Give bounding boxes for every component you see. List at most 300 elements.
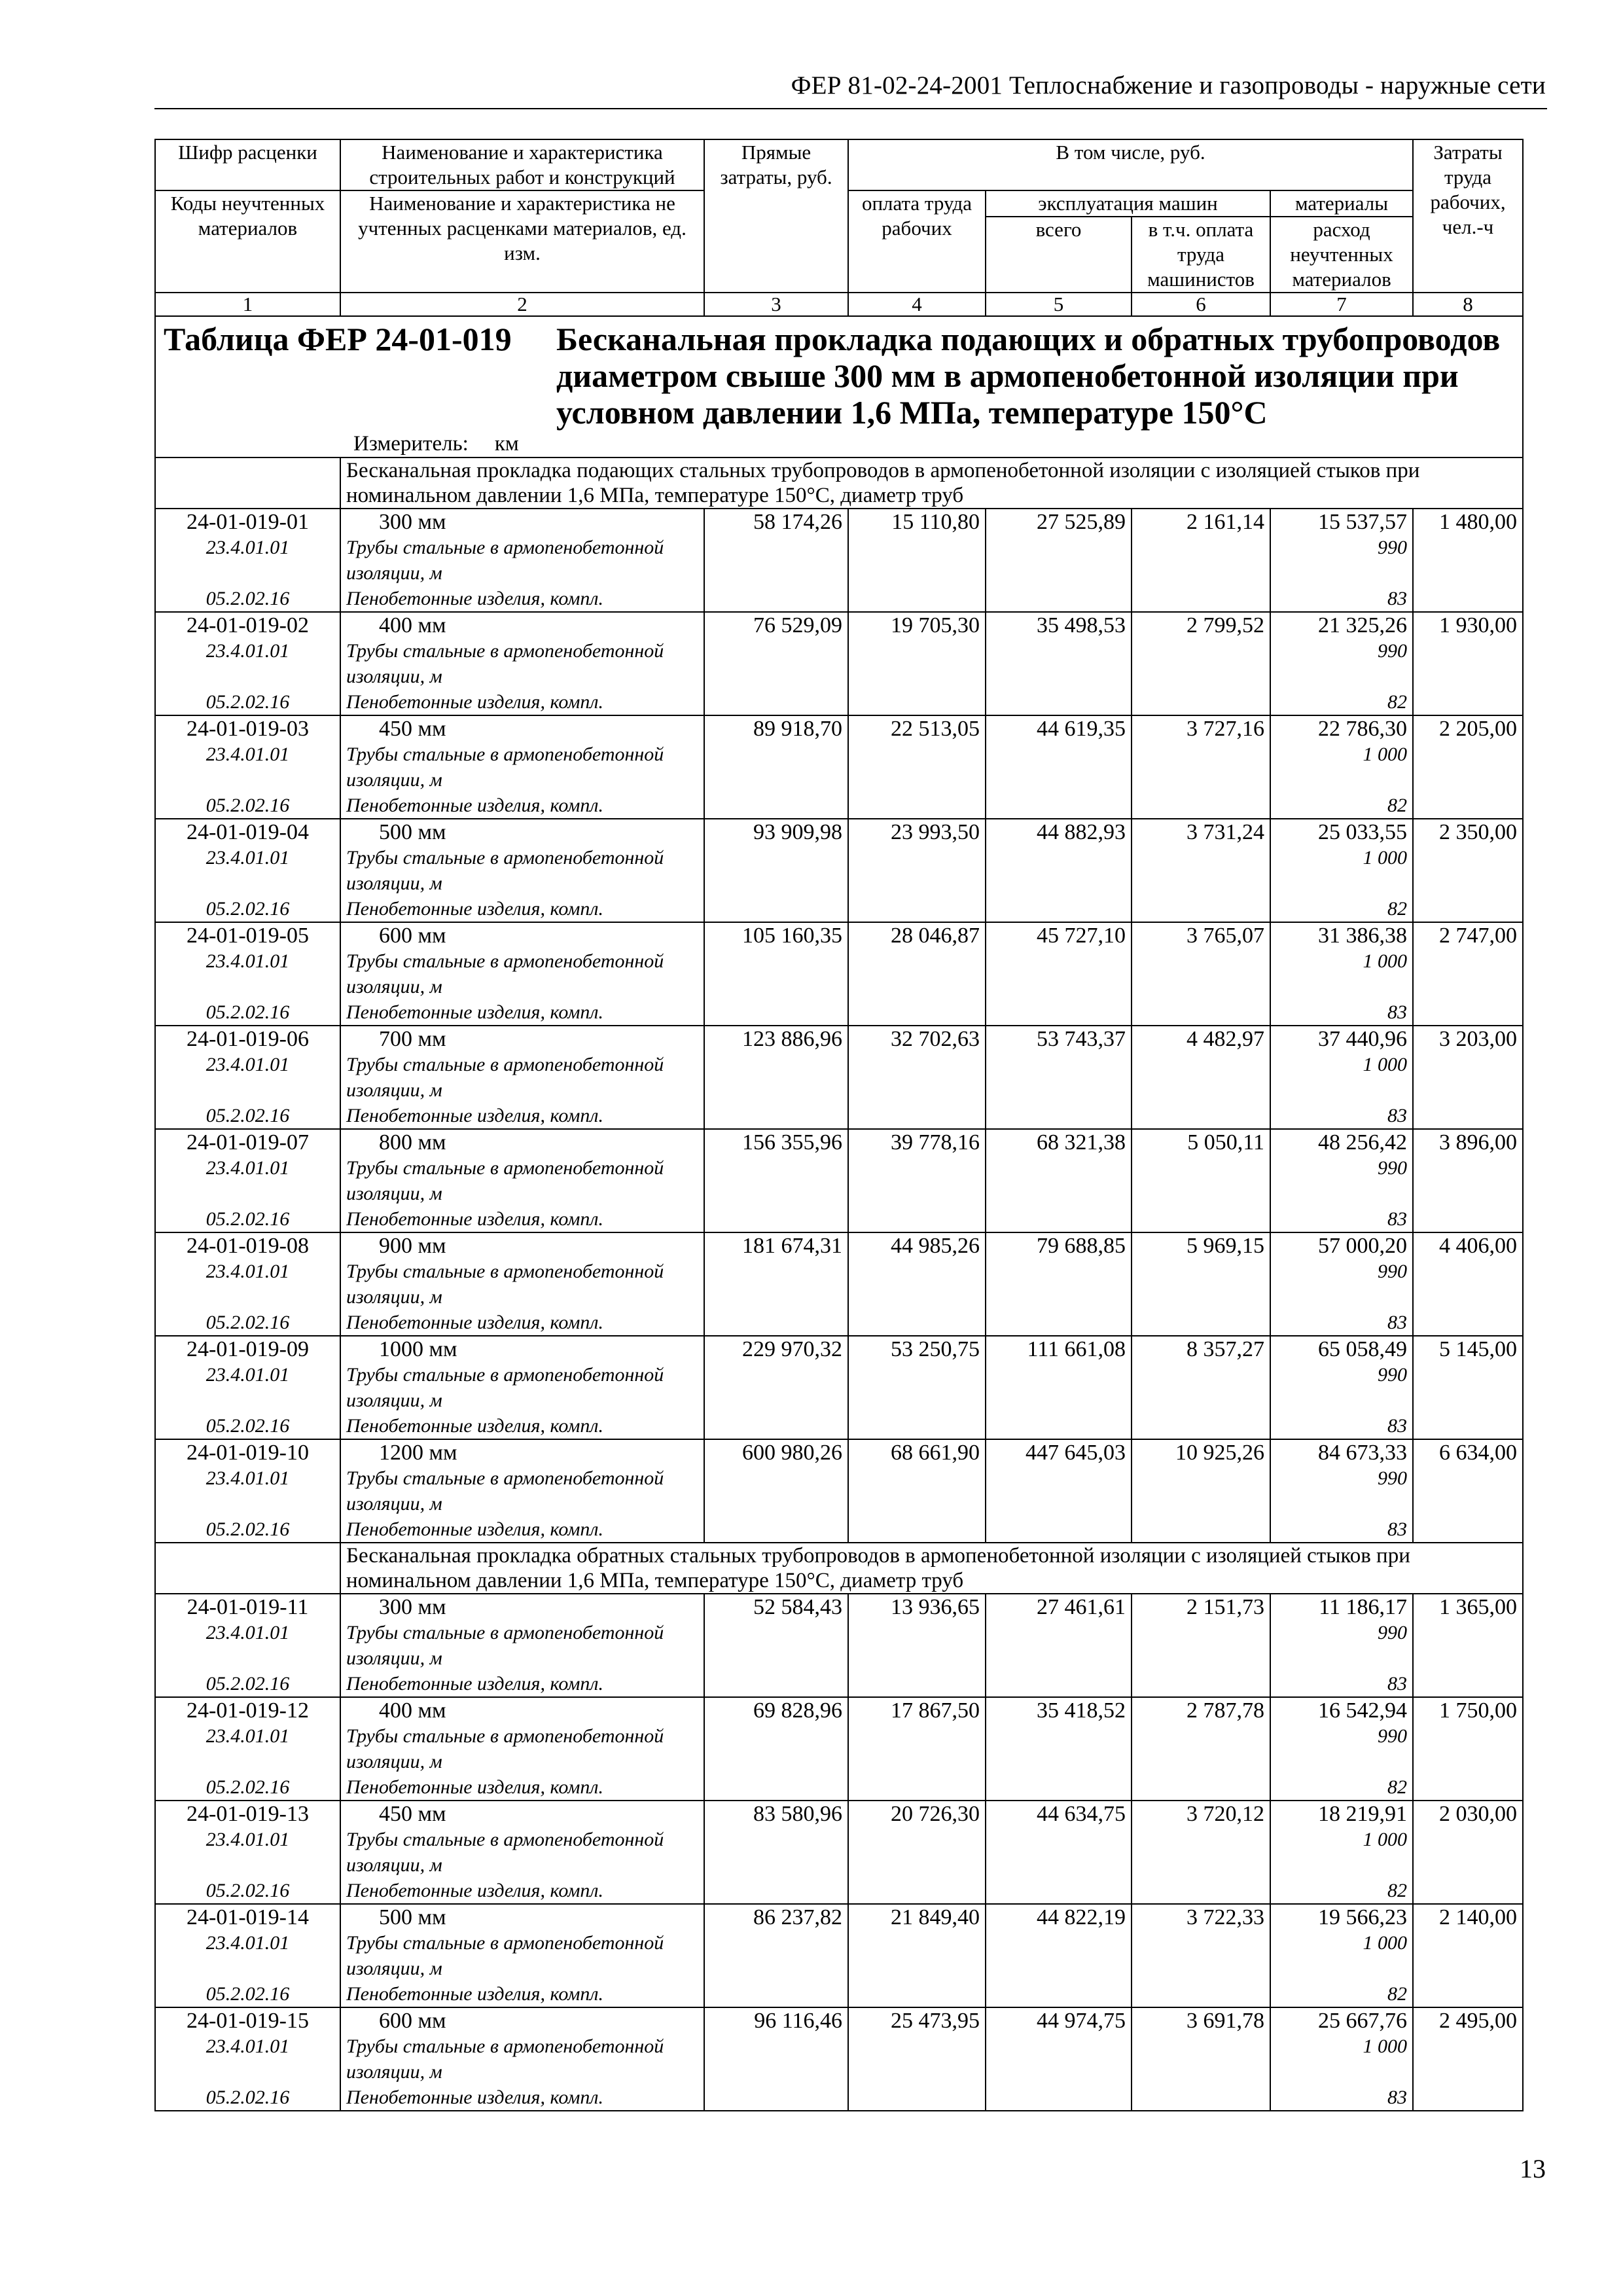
material-code-1: 23.4.01.01 <box>205 847 290 869</box>
labor-hours <box>1413 715 1523 819</box>
machine-total-value: 27 461,61 <box>1037 1595 1126 1619</box>
labor-pay <box>848 1336 986 1439</box>
labor-hours-value: 2 495,00 <box>1439 2009 1518 2033</box>
spacer <box>1276 870 1407 896</box>
machine-total-value: 44 822,19 <box>1037 1905 1126 1929</box>
code-cell <box>155 1904 340 2007</box>
labor-hours-value: 2 205,00 <box>1439 717 1518 741</box>
code-cell <box>155 1232 340 1336</box>
spacer <box>161 1852 334 1878</box>
direct-cost-value: 123 886,96 <box>742 1027 842 1051</box>
material-name-1: Трубы стальные в армопенобетонной изоляции, м <box>346 640 664 687</box>
labor-pay <box>848 1129 986 1232</box>
section-empty-cell <box>155 457 340 509</box>
direct-cost <box>704 1801 848 1904</box>
material-code-2: 05.2.02.16 <box>205 588 290 609</box>
material-code-2: 05.2.02.16 <box>205 1983 290 2005</box>
labor-pay <box>848 715 986 819</box>
direct-cost-value: 58 174,26 <box>753 510 842 534</box>
rate-code: 24-01-019-13 <box>187 1802 309 1826</box>
col-num: 2 <box>340 293 704 316</box>
labor-hours <box>1413 1439 1523 1543</box>
machinist-pay-value: 3 731,24 <box>1186 820 1264 844</box>
table-row <box>155 715 1523 819</box>
machine-total-value: 447 645,03 <box>1026 1441 1126 1465</box>
materials-value: 65 058,49 <box>1318 1337 1408 1361</box>
section-title: Бесканальная прокладка подающих стальных трубопроводов в армопенобетонной изоляции с изоляцией стыков при номинальном давлении 1,6 МПа, температуре 150°С, диаметр труб <box>340 457 1523 509</box>
materials-value: 18 219,91 <box>1318 1802 1408 1826</box>
direct-cost <box>704 922 848 1026</box>
material-name-2: Пенобетонные изделия, компл. <box>346 2087 603 2108</box>
direct-cost-value: 93 909,98 <box>753 820 842 844</box>
labor-hours-value: 2 747,00 <box>1439 924 1518 948</box>
labor-pay <box>848 1232 986 1336</box>
col-vtch-header: в т.ч. оплата труда машинистов <box>1132 217 1270 293</box>
material-qty-1: 990 <box>1378 1261 1408 1282</box>
materials-cell <box>1270 1904 1413 2007</box>
material-qty-2: 82 <box>1387 795 1408 816</box>
material-code-1: 23.4.01.01 <box>205 1054 290 1075</box>
material-name-1: Трубы стальные в армопенобетонной изоляции, м <box>346 1364 664 1411</box>
pipe-size: 1200 мм <box>379 1441 457 1465</box>
rate-code: 24-01-019-05 <box>187 924 309 948</box>
col-ekspl-header: эксплуатация машин <box>986 190 1270 217</box>
pipe-size: 450 мм <box>379 717 446 741</box>
table-row <box>155 1594 1523 1697</box>
materials-value: 37 440,96 <box>1318 1027 1408 1051</box>
labor-pay-value: 22 513,05 <box>891 717 980 741</box>
machine-total <box>986 819 1132 922</box>
spacer <box>161 560 334 586</box>
pipe-size: 400 мм <box>379 1698 446 1723</box>
materials-cell <box>1270 819 1413 922</box>
name-cell <box>340 2007 704 2111</box>
labor-pay-value: 15 110,80 <box>891 510 980 534</box>
materials-value: 31 386,38 <box>1318 924 1408 948</box>
name-cell <box>340 922 704 1026</box>
labor-hours-value: 2 140,00 <box>1439 1905 1518 1929</box>
table-body <box>155 457 1523 2111</box>
code-cell <box>155 1129 340 1232</box>
machinist-pay <box>1132 1801 1270 1904</box>
labor-pay <box>848 2007 986 2111</box>
labor-pay <box>848 922 986 1026</box>
pipe-size: 900 мм <box>379 1234 446 1258</box>
col-num: 6 <box>1132 293 1270 316</box>
col-materialy-header: материалы <box>1270 190 1413 217</box>
labor-hours-value: 2 030,00 <box>1439 1802 1518 1826</box>
spacer <box>161 1388 334 1413</box>
machine-total <box>986 509 1132 612</box>
material-qty-1: 990 <box>1378 1467 1408 1489</box>
machinist-pay <box>1132 1232 1270 1336</box>
table-row <box>155 819 1523 922</box>
material-code-1: 23.4.01.01 <box>205 640 290 662</box>
material-name-1: Трубы стальные в армопенобетонной изоляции, м <box>346 950 664 997</box>
machinist-pay <box>1132 2007 1270 2111</box>
machine-total <box>986 1904 1132 2007</box>
machine-total-value: 44 882,93 <box>1037 820 1126 844</box>
pipe-size: 600 мм <box>379 924 446 948</box>
section-row <box>155 457 1523 509</box>
code-cell <box>155 1697 340 1801</box>
material-name-2: Пенобетонные изделия, компл. <box>346 1518 603 1540</box>
labor-pay-value: 17 867,50 <box>891 1698 980 1723</box>
labor-pay <box>848 1801 986 1904</box>
labor-hours <box>1413 819 1523 922</box>
labor-hours-value: 4 406,00 <box>1439 1234 1518 1258</box>
direct-cost <box>704 1439 848 1543</box>
material-code-1: 23.4.01.01 <box>205 1467 290 1489</box>
measure-unit: км <box>494 432 519 456</box>
spacer <box>161 2059 334 2085</box>
material-name-1: Трубы стальные в армопенобетонной изоляции, м <box>346 1725 664 1772</box>
materials-cell <box>1270 1801 1413 1904</box>
material-qty-1: 1 000 <box>1363 1054 1408 1075</box>
table-row <box>155 1801 1523 1904</box>
material-code-1: 23.4.01.01 <box>205 1261 290 1282</box>
material-qty-1: 990 <box>1378 1364 1408 1386</box>
material-code-2: 05.2.02.16 <box>205 1415 290 1437</box>
material-code-1: 23.4.01.01 <box>205 950 290 972</box>
labor-pay <box>848 1594 986 1697</box>
table-row <box>155 1439 1523 1543</box>
materials-value: 22 786,30 <box>1318 717 1408 741</box>
materials-cell <box>1270 1129 1413 1232</box>
material-code-2: 05.2.02.16 <box>205 1673 290 1695</box>
rate-code: 24-01-019-07 <box>187 1130 309 1155</box>
direct-cost-value: 89 918,70 <box>753 717 842 741</box>
material-code-1: 23.4.01.01 <box>205 744 290 765</box>
machine-total-value: 44 634,75 <box>1037 1802 1126 1826</box>
name-cell <box>340 819 704 922</box>
labor-hours-value: 3 203,00 <box>1439 1027 1518 1051</box>
section-title: Бесканальная прокладка обратных стальных трубопроводов в армопенобетонной изоляции с изоляцией стыков при номинальном давлении 1,6 МПа, температуре 150°С, диаметр труб <box>340 1543 1523 1594</box>
labor-pay-value: 20 726,30 <box>891 1802 980 1826</box>
material-code-2: 05.2.02.16 <box>205 1105 290 1126</box>
machinist-pay <box>1132 509 1270 612</box>
pipe-size: 600 мм <box>379 2009 446 2033</box>
table-row <box>155 2007 1523 2111</box>
spacer <box>161 664 334 689</box>
machinist-pay <box>1132 1336 1270 1439</box>
materials-value: 15 537,57 <box>1318 510 1408 534</box>
labor-hours <box>1413 2007 1523 2111</box>
machine-total-value: 27 525,89 <box>1037 510 1126 534</box>
material-qty-2: 83 <box>1387 1105 1408 1126</box>
table-row <box>155 1026 1523 1129</box>
material-qty-2: 83 <box>1387 588 1408 609</box>
material-qty-2: 82 <box>1387 1983 1408 2005</box>
material-qty-1: 1 000 <box>1363 1932 1408 1954</box>
machinist-pay <box>1132 1129 1270 1232</box>
spacer <box>161 1749 334 1774</box>
measure-line <box>164 431 1514 457</box>
material-name-2: Пенобетонные изделия, компл. <box>346 1001 603 1023</box>
labor-pay-value: 68 661,90 <box>891 1441 980 1465</box>
labor-pay <box>848 819 986 922</box>
material-name-2: Пенобетонные изделия, компл. <box>346 1208 603 1230</box>
labor-hours <box>1413 612 1523 715</box>
material-name-1: Трубы стальные в армопенобетонной изоляции, м <box>346 1054 664 1101</box>
code-cell <box>155 1439 340 1543</box>
labor-pay-value: 13 936,65 <box>891 1595 980 1619</box>
labor-hours-value: 6 634,00 <box>1439 1441 1518 1465</box>
section-empty-cell <box>155 1543 340 1594</box>
machine-total <box>986 1129 1132 1232</box>
spacer <box>161 1284 334 1310</box>
rate-code: 24-01-019-11 <box>187 1595 309 1619</box>
col-name1-header: Наименование и характеристика строительных работ и конструкций <box>340 139 704 190</box>
page-number: 13 <box>1520 2154 1546 2183</box>
pipe-size: 450 мм <box>379 1802 446 1826</box>
material-code-1: 23.4.01.01 <box>205 1932 290 1954</box>
machine-total-value: 45 727,10 <box>1037 924 1126 948</box>
spacer <box>1276 1077 1407 1103</box>
material-name-1: Трубы стальные в армопенобетонной изоляции, м <box>346 1261 664 1308</box>
pipe-size: 400 мм <box>379 613 446 637</box>
rate-code: 24-01-019-14 <box>187 1905 309 1929</box>
material-name-1: Трубы стальные в армопенобетонной изоляции, м <box>346 537 664 584</box>
code-cell <box>155 1801 340 1904</box>
material-code-1: 23.4.01.01 <box>205 1364 290 1386</box>
section-row <box>155 1543 1523 1594</box>
table-row <box>155 1232 1523 1336</box>
machine-total-value: 44 974,75 <box>1037 2009 1126 2033</box>
rate-code: 24-01-019-03 <box>187 717 309 741</box>
table-row <box>155 509 1523 612</box>
code-cell <box>155 1336 340 1439</box>
material-qty-2: 83 <box>1387 2087 1408 2108</box>
spacer <box>161 767 334 793</box>
direct-cost-value: 229 970,32 <box>742 1337 842 1361</box>
machinist-pay-value: 2 799,52 <box>1186 613 1264 637</box>
materials-value: 57 000,20 <box>1318 1234 1408 1258</box>
material-code-1: 23.4.01.01 <box>205 1157 290 1179</box>
material-qty-1: 990 <box>1378 1725 1408 1747</box>
col-zatraty-header: Затраты труда рабочих, чел.-ч <box>1413 139 1523 293</box>
rate-code: 24-01-019-15 <box>187 2009 309 2033</box>
pipe-size: 500 мм <box>379 820 446 844</box>
material-qty-1: 990 <box>1378 1622 1408 1643</box>
material-code-2: 05.2.02.16 <box>205 1776 290 1798</box>
material-code-1: 23.4.01.01 <box>205 2036 290 2057</box>
material-name-2: Пенобетонные изделия, компл. <box>346 1983 603 2005</box>
materials-cell <box>1270 1439 1413 1543</box>
labor-pay-value: 53 250,75 <box>891 1337 980 1361</box>
materials-cell <box>1270 509 1413 612</box>
direct-cost-value: 52 584,43 <box>753 1595 842 1619</box>
labor-hours <box>1413 1129 1523 1232</box>
materials-cell <box>1270 1336 1413 1439</box>
name-cell <box>340 1129 704 1232</box>
materials-cell <box>1270 1594 1413 1697</box>
machinist-pay-value: 3 765,07 <box>1186 924 1264 948</box>
direct-cost-value: 600 980,26 <box>742 1441 842 1465</box>
machine-total <box>986 1439 1132 1543</box>
labor-hours-value: 1 480,00 <box>1439 510 1518 534</box>
name-cell <box>340 1336 704 1439</box>
rate-code: 24-01-019-06 <box>187 1027 309 1051</box>
labor-hours-value: 1 930,00 <box>1439 613 1518 637</box>
labor-pay-value: 44 985,26 <box>891 1234 980 1258</box>
name-cell <box>340 1026 704 1129</box>
col-num: 4 <box>848 293 986 316</box>
material-code-1: 23.4.01.01 <box>205 1829 290 1850</box>
name-cell <box>340 509 704 612</box>
rate-code: 24-01-019-10 <box>187 1441 309 1465</box>
material-name-2: Пенобетонные изделия, компл. <box>346 1105 603 1126</box>
labor-pay <box>848 1439 986 1543</box>
machinist-pay <box>1132 819 1270 922</box>
direct-cost-value: 69 828,96 <box>753 1698 842 1723</box>
labor-pay <box>848 1697 986 1801</box>
labor-hours-value: 3 896,00 <box>1439 1130 1518 1155</box>
pipe-size: 300 мм <box>379 1595 446 1619</box>
name-cell <box>340 1594 704 1697</box>
labor-hours <box>1413 509 1523 612</box>
machinist-pay-value: 2 161,14 <box>1186 510 1264 534</box>
machine-total <box>986 2007 1132 2111</box>
material-qty-1: 990 <box>1378 1157 1408 1179</box>
labor-hours <box>1413 1336 1523 1439</box>
spacer <box>161 1491 334 1516</box>
col-num: 5 <box>986 293 1132 316</box>
material-code-2: 05.2.02.16 <box>205 1518 290 1540</box>
labor-hours <box>1413 1026 1523 1129</box>
material-qty-1: 990 <box>1378 640 1408 662</box>
material-qty-1: 1 000 <box>1363 2036 1408 2057</box>
table-row <box>155 922 1523 1026</box>
material-code-2: 05.2.02.16 <box>205 1208 290 1230</box>
direct-cost <box>704 2007 848 2111</box>
machinist-pay-value: 5 969,15 <box>1186 1234 1264 1258</box>
material-code-1: 23.4.01.01 <box>205 1622 290 1643</box>
materials-cell <box>1270 922 1413 1026</box>
col-name2-header: Наименование и характеристика не учтенных расценками материалов, ед. изм. <box>340 190 704 293</box>
labor-pay <box>848 612 986 715</box>
rate-code: 24-01-019-01 <box>187 510 309 534</box>
materials-cell <box>1270 612 1413 715</box>
material-code-2: 05.2.02.16 <box>205 898 290 920</box>
machinist-pay <box>1132 1904 1270 2007</box>
name-cell <box>340 715 704 819</box>
machine-total <box>986 922 1132 1026</box>
pipe-size: 800 мм <box>379 1130 446 1155</box>
machine-total <box>986 1801 1132 1904</box>
machine-total-value: 111 661,08 <box>1027 1337 1126 1361</box>
table-row <box>155 1336 1523 1439</box>
labor-hours <box>1413 922 1523 1026</box>
rate-code: 24-01-019-04 <box>187 820 309 844</box>
material-name-2: Пенобетонные изделия, компл. <box>346 1776 603 1798</box>
material-code-2: 05.2.02.16 <box>205 1880 290 1901</box>
col-rashod-header: расход неучтенных материалов <box>1270 217 1413 293</box>
material-qty-1: 1 000 <box>1363 847 1408 869</box>
materials-value: 11 186,17 <box>1319 1595 1408 1619</box>
machinist-pay-value: 3 722,33 <box>1186 1905 1264 1929</box>
material-code-2: 05.2.02.16 <box>205 2087 290 2108</box>
name-cell <box>340 1801 704 1904</box>
table-row <box>155 1697 1523 1801</box>
material-code-2: 05.2.02.16 <box>205 691 290 713</box>
materials-cell <box>1270 1697 1413 1801</box>
materials-cell <box>1270 1232 1413 1336</box>
machine-total-value: 53 743,37 <box>1037 1027 1126 1051</box>
material-code-2: 05.2.02.16 <box>205 1001 290 1023</box>
machinist-pay <box>1132 1026 1270 1129</box>
spacer <box>1276 1284 1407 1310</box>
labor-hours-value: 5 145,00 <box>1439 1337 1518 1361</box>
machinist-pay <box>1132 922 1270 1026</box>
machinist-pay <box>1132 1697 1270 1801</box>
spacer <box>161 1956 334 1981</box>
material-code-1: 23.4.01.01 <box>205 1725 290 1747</box>
material-name-1: Трубы стальные в армопенобетонной изоляции, м <box>346 2036 664 2083</box>
material-name-2: Пенобетонные изделия, компл. <box>346 691 603 713</box>
col-num: 8 <box>1413 293 1523 316</box>
labor-hours <box>1413 1904 1523 2007</box>
direct-cost <box>704 1336 848 1439</box>
table-number: Таблица ФЕР 24-01-019 <box>164 321 512 357</box>
labor-hours-value: 1 750,00 <box>1439 1698 1518 1723</box>
labor-hours-value: 2 350,00 <box>1439 820 1518 844</box>
material-qty-2: 82 <box>1387 898 1408 920</box>
direct-cost-value: 156 355,96 <box>742 1130 842 1155</box>
machine-total-value: 35 418,52 <box>1037 1698 1126 1723</box>
direct-cost-value: 105 160,35 <box>742 924 842 948</box>
material-code-1: 23.4.01.01 <box>205 537 290 558</box>
labor-pay-value: 21 849,40 <box>891 1905 980 1929</box>
material-qty-1: 990 <box>1378 537 1408 558</box>
name-cell <box>340 1904 704 2007</box>
labor-pay-value: 25 473,95 <box>891 2009 980 2033</box>
material-code-2: 05.2.02.16 <box>205 795 290 816</box>
labor-hours <box>1413 1697 1523 1801</box>
spacer <box>1276 664 1407 689</box>
machinist-pay <box>1132 1439 1270 1543</box>
spacer <box>1276 1491 1407 1516</box>
machinist-pay-value: 2 151,73 <box>1186 1595 1264 1619</box>
machine-total-value: 68 321,38 <box>1037 1130 1126 1155</box>
rate-code: 24-01-019-12 <box>187 1698 309 1723</box>
labor-pay-value: 19 705,30 <box>891 613 980 637</box>
material-qty-2: 83 <box>1387 1208 1408 1230</box>
materials-value: 25 033,55 <box>1318 820 1408 844</box>
machinist-pay-value: 8 357,27 <box>1186 1337 1264 1361</box>
col-num: 1 <box>155 293 340 316</box>
material-qty-2: 83 <box>1387 1001 1408 1023</box>
pipe-size: 1000 мм <box>379 1337 457 1361</box>
spacer <box>1276 1645 1407 1671</box>
direct-cost <box>704 1026 848 1129</box>
spacer <box>1276 974 1407 999</box>
spacer <box>1276 560 1407 586</box>
price-table <box>154 139 1524 2111</box>
material-code-2: 05.2.02.16 <box>205 1312 290 1333</box>
labor-pay <box>848 509 986 612</box>
col-v-tom-chisle-header: В том числе, руб. <box>848 139 1413 190</box>
machine-total <box>986 1026 1132 1129</box>
direct-cost-value: 181 674,31 <box>742 1234 842 1258</box>
material-qty-2: 83 <box>1387 1415 1408 1437</box>
direct-cost <box>704 612 848 715</box>
spacer <box>1276 1749 1407 1774</box>
labor-pay-value: 23 993,50 <box>891 820 980 844</box>
material-name-2: Пенобетонные изделия, компл. <box>346 898 603 920</box>
code-cell <box>155 509 340 612</box>
labor-hours <box>1413 1232 1523 1336</box>
